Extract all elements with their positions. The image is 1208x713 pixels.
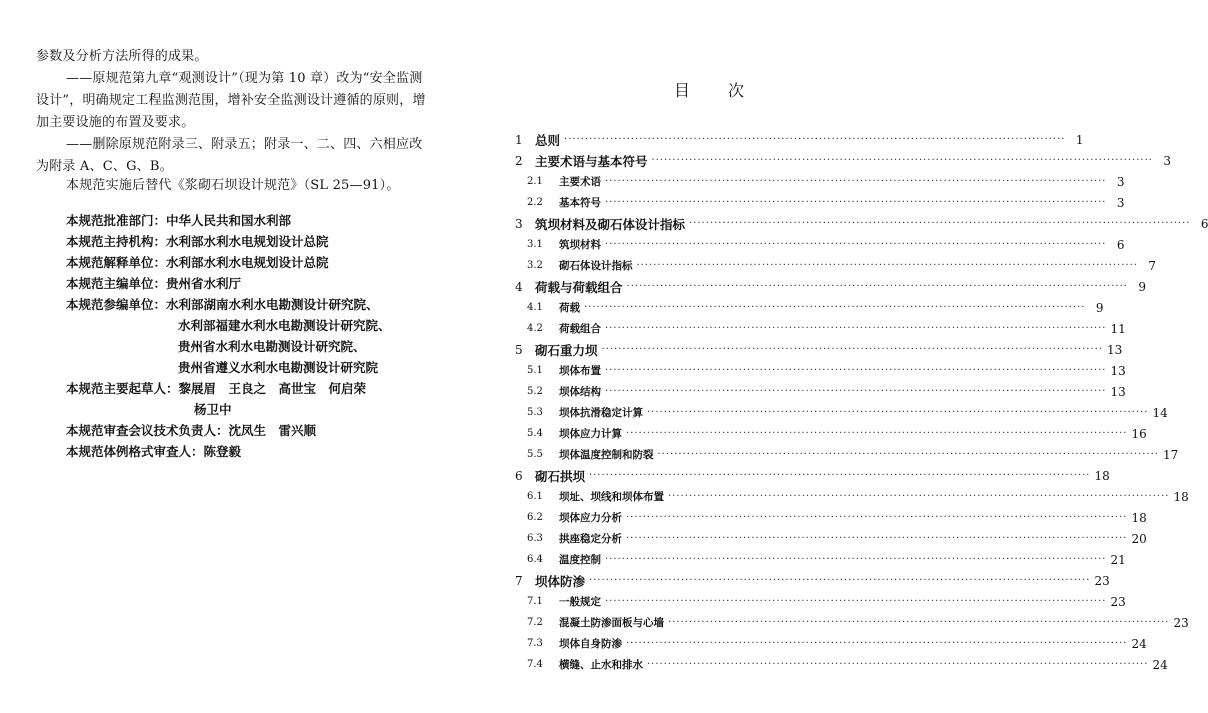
toc-entry-title: 坝体自身防渗: [559, 638, 622, 650]
toc-entry-number: 6: [515, 468, 523, 483]
credit-co-editor-line: 贵州省水利水电勘测设计研究院、: [178, 339, 366, 354]
toc-leader-dots: ························································································································: [657, 449, 1159, 460]
toc-entry-title: 砌石重力坝: [535, 342, 598, 358]
paragraph-results: 参数及分析方法所得的成果。: [36, 49, 208, 64]
toc-entry-title: 荷载组合: [559, 323, 601, 335]
toc-entry-title: 筑坝材料及砌石体设计指标: [535, 216, 686, 232]
toc-entry-title: 荷载: [559, 302, 580, 314]
credit-value: 水利部水利水电规划设计总院: [166, 255, 329, 270]
toc-leader-dots: ························································································································: [647, 407, 1149, 418]
toc-entry-page: 3: [1116, 174, 1125, 189]
toc-entry[interactable]: [515, 360, 1126, 381]
toc-entry-number: 2: [515, 153, 523, 168]
toc-leader-dots: ························································································································: [626, 638, 1128, 649]
toc-entry-number: 3.2: [527, 260, 543, 271]
toc-entry[interactable]: [515, 297, 1104, 318]
toc-entry[interactable]: [515, 381, 1126, 402]
toc-entry-number: 7.3: [527, 638, 543, 649]
toc-entry-title: 坝体应力计算: [559, 428, 622, 440]
toc-entry-title: 拱座稳定分析: [559, 533, 622, 545]
credit-label: 本规范主编单位：: [66, 276, 167, 291]
toc-entry-title: 主要术语与基本符号: [535, 153, 648, 169]
toc-entry[interactable]: [515, 150, 1171, 171]
toc-leader-dots: ························································································································: [589, 575, 1091, 586]
credit-value: 中华人民共和国水利部: [166, 213, 292, 228]
right-page: [475, 0, 1208, 713]
credit-value: 沈凤生 雷兴顺: [228, 423, 317, 438]
toc-entry-number: 5: [515, 342, 523, 357]
toc-entry-title: 荷载与荷载组合: [535, 279, 623, 295]
toc-entry-title: 混凝土防渗面板与心墙: [559, 617, 664, 629]
toc-leader-dots: ························································································································: [636, 260, 1138, 271]
toc-entry-title: 温度控制: [559, 554, 601, 566]
credit-approval: [66, 210, 291, 231]
toc-entry-page: 24: [1131, 636, 1147, 651]
credit-host: [66, 231, 329, 252]
toc-entry[interactable]: [515, 486, 1189, 507]
toc-entry-number: 6.1: [527, 491, 543, 502]
toc-entry-title: 横缝、止水和排水: [559, 659, 643, 671]
toc-entry-number: 2.1: [527, 176, 543, 187]
credit-value: 黎展眉 王良之 高世宝 何启荣: [178, 381, 367, 396]
toc-entry-number: 3.1: [527, 239, 543, 250]
toc-entry-page: 23: [1110, 594, 1126, 609]
credit-label: 本规范主持机构：: [66, 234, 167, 249]
toc-entry-number: 2.2: [527, 197, 543, 208]
toc-entry[interactable]: [515, 612, 1189, 633]
toc-entry-page: 18: [1173, 489, 1189, 504]
toc-entry-page: 3: [1116, 195, 1125, 210]
toc-entry-title: 基本符号: [559, 197, 601, 209]
toc-entry[interactable]: [515, 549, 1126, 570]
toc-entry[interactable]: [515, 591, 1126, 612]
credit-value: 水利部水利水电规划设计总院: [166, 234, 329, 249]
toc-leader-dots: ························································································································: [626, 428, 1128, 439]
toc-entry-number: 5.5: [527, 449, 543, 460]
toc-entry[interactable]: [515, 570, 1110, 591]
toc-entry[interactable]: [515, 339, 1123, 360]
toc-entry-page: 6: [1200, 216, 1208, 231]
toc-leader-dots: ························································································································: [668, 491, 1170, 502]
toc-leader-dots: ························································································································: [689, 218, 1191, 229]
toc-entry-number: 7.2: [527, 617, 543, 628]
credit-review-lead: [66, 420, 316, 441]
toc-entry[interactable]: [515, 402, 1168, 423]
toc-entry-number: 5.4: [527, 428, 543, 439]
credit-drafters-line: 杨卫中: [194, 402, 232, 417]
toc-entry[interactable]: [515, 528, 1147, 549]
toc-entry-number: 6.3: [527, 533, 543, 544]
toc-entry-number: 7: [515, 573, 523, 588]
credit-drafters: [66, 378, 366, 399]
toc-entry[interactable]: [515, 213, 1208, 234]
toc-entry-page: 21: [1110, 552, 1126, 567]
toc-entry-title: 坝体防渗: [535, 573, 586, 589]
toc-entry-title: 坝体抗滑稳定计算: [559, 407, 643, 419]
toc-leader-dots: ························································································································: [668, 617, 1170, 628]
toc-leader-dots: ························································································································: [626, 281, 1128, 292]
toc-leader-dots: ························································································································: [589, 470, 1091, 481]
toc-entry[interactable]: [515, 444, 1179, 465]
toc-leader-dots: ························································································································: [605, 323, 1107, 334]
toc-entry-number: 7.4: [527, 659, 543, 670]
paragraph-appendix-changes: ——删除原规范附录三、附录五；附录一、二、四、六相应改为附录 A、C、G、B。: [36, 137, 423, 174]
toc-entry-number: 1: [515, 132, 523, 147]
toc-entry-page: 6: [1116, 237, 1125, 252]
toc-entry[interactable]: [515, 423, 1147, 444]
toc-entry-title: 筑坝材料: [559, 239, 601, 251]
toc-entry-page: 24: [1152, 657, 1168, 672]
toc-leader-dots: ························································································································: [601, 344, 1103, 355]
toc-entry[interactable]: [515, 465, 1110, 486]
credit-value: 贵州省水利厅: [166, 276, 242, 291]
toc-entry-number: 4.1: [527, 302, 543, 313]
toc-entry-page: 20: [1131, 531, 1147, 546]
toc-entry-page: 14: [1152, 405, 1168, 420]
toc-leader-dots: ························································································································: [626, 512, 1128, 523]
toc-entry-number: 7.1: [527, 596, 543, 607]
toc-leader-dots: ························································································································: [647, 659, 1149, 670]
credit-format-review: [66, 441, 241, 462]
toc-entry-page: 16: [1131, 426, 1147, 441]
toc-leader-dots: ························································································································: [605, 239, 1107, 250]
toc-entry[interactable]: [515, 276, 1146, 297]
toc-leader-dots: ························································································································: [584, 302, 1086, 313]
toc-entry-number: 6.4: [527, 554, 543, 565]
toc-entry-number: 4: [515, 279, 523, 294]
toc-entry-title: 坝体布置: [559, 365, 601, 377]
toc-entry-page: 18: [1094, 468, 1110, 483]
toc-entry-title: 坝址、坝线和坝体布置: [559, 491, 664, 503]
toc-entry-number: 4.2: [527, 323, 543, 334]
toc-leader-dots: ························································································································: [651, 155, 1153, 166]
toc-entry[interactable]: [515, 507, 1147, 528]
toc-entry[interactable]: [515, 633, 1147, 654]
toc-entry-title: 主要术语: [559, 176, 601, 188]
toc-entry-page: 11: [1110, 321, 1126, 336]
toc-entry-number: 3: [515, 216, 523, 231]
toc-entry-page: 3: [1163, 153, 1171, 168]
toc-leader-dots: ························································································································: [605, 176, 1107, 187]
toc-leader-dots: ························································································································: [605, 197, 1107, 208]
paragraph-replacement: 本规范实施后替代《浆砌石坝设计规范》（SL 25—91）。: [66, 178, 400, 193]
credit-value: 水利部湖南水利水电勘测设计研究院、: [166, 297, 379, 312]
credit-co-editor-line: 贵州省遵义水利水电勘测设计研究院: [178, 360, 379, 375]
toc-title: 目次: [674, 81, 783, 100]
toc-leader-dots: ························································································································: [564, 134, 1066, 145]
credit-label: 本规范审查会议技术负责人：: [66, 423, 229, 438]
toc-entry-title: 坝体温度控制和防裂: [559, 449, 654, 461]
credit-chief-editor: [66, 273, 241, 294]
credit-label: 本规范体例格式审查人：: [66, 444, 204, 459]
toc-entry-page: 23: [1094, 573, 1110, 588]
toc-entry-number: 6.2: [527, 512, 543, 523]
toc-entry-title: 坝体结构: [559, 386, 601, 398]
credit-co-editor-line: 水利部福建水利水电勘测设计研究院、: [178, 318, 391, 333]
toc-entry-page: 9: [1095, 300, 1104, 315]
credit-co-editors: [66, 294, 379, 315]
toc-entry-number: 5.3: [527, 407, 543, 418]
toc-entry[interactable]: [515, 129, 1084, 150]
toc-entry-number: 5.1: [527, 365, 543, 376]
toc-entry-page: 7: [1148, 258, 1156, 273]
toc-entry-page: 17: [1162, 447, 1179, 462]
toc-entry[interactable]: [515, 654, 1168, 675]
toc-entry-page: 13: [1110, 384, 1126, 399]
toc-leader-dots: ························································································································: [605, 596, 1107, 607]
toc-entry-page: 1: [1075, 132, 1084, 147]
toc-leader-dots: ························································································································: [626, 533, 1128, 544]
toc-entry[interactable]: [515, 318, 1126, 339]
toc-entry-title: 砌石体设计指标: [559, 260, 633, 272]
toc-entry[interactable]: [515, 234, 1125, 255]
toc-leader-dots: ························································································································: [605, 554, 1107, 565]
toc-leader-dots: ························································································································: [605, 365, 1107, 376]
left-page: [0, 0, 475, 713]
toc-entry[interactable]: [515, 171, 1125, 192]
toc-leader-dots: ························································································································: [605, 386, 1107, 397]
toc-entry-page: 23: [1173, 615, 1189, 630]
toc-entry-title: 总则: [535, 132, 561, 148]
toc-entry-title: 坝体应力分析: [559, 512, 622, 524]
credit-label: 本规范批准部门：: [66, 213, 167, 228]
credit-label: 本规范参编单位：: [66, 297, 167, 312]
credit-label: 本规范解释单位：: [66, 255, 167, 270]
toc-entry-page: 13: [1110, 363, 1126, 378]
toc-entry-number: 5.2: [527, 386, 543, 397]
toc-entry[interactable]: [515, 255, 1156, 276]
toc-entry-title: 砌石拱坝: [535, 468, 586, 484]
credit-label: 本规范主要起草人：: [66, 381, 179, 396]
toc-entry-page: 9: [1138, 279, 1146, 294]
toc-entry-page: 13: [1106, 342, 1123, 357]
credit-value: 陈登毅: [203, 444, 242, 459]
paragraph-monitoring-design: ——原规范第九章“观测设计”（现为第 10 章）改为“安全监测设计”，明确规定工程监测范围，增补安全监测设计遵循的原则，增加主要设施的布置及要求。: [36, 71, 426, 130]
credit-interpret: [66, 252, 329, 273]
toc-entry[interactable]: [515, 192, 1125, 213]
toc-entry-page: 18: [1131, 510, 1147, 525]
toc-entry-title: 一般规定: [559, 596, 601, 608]
